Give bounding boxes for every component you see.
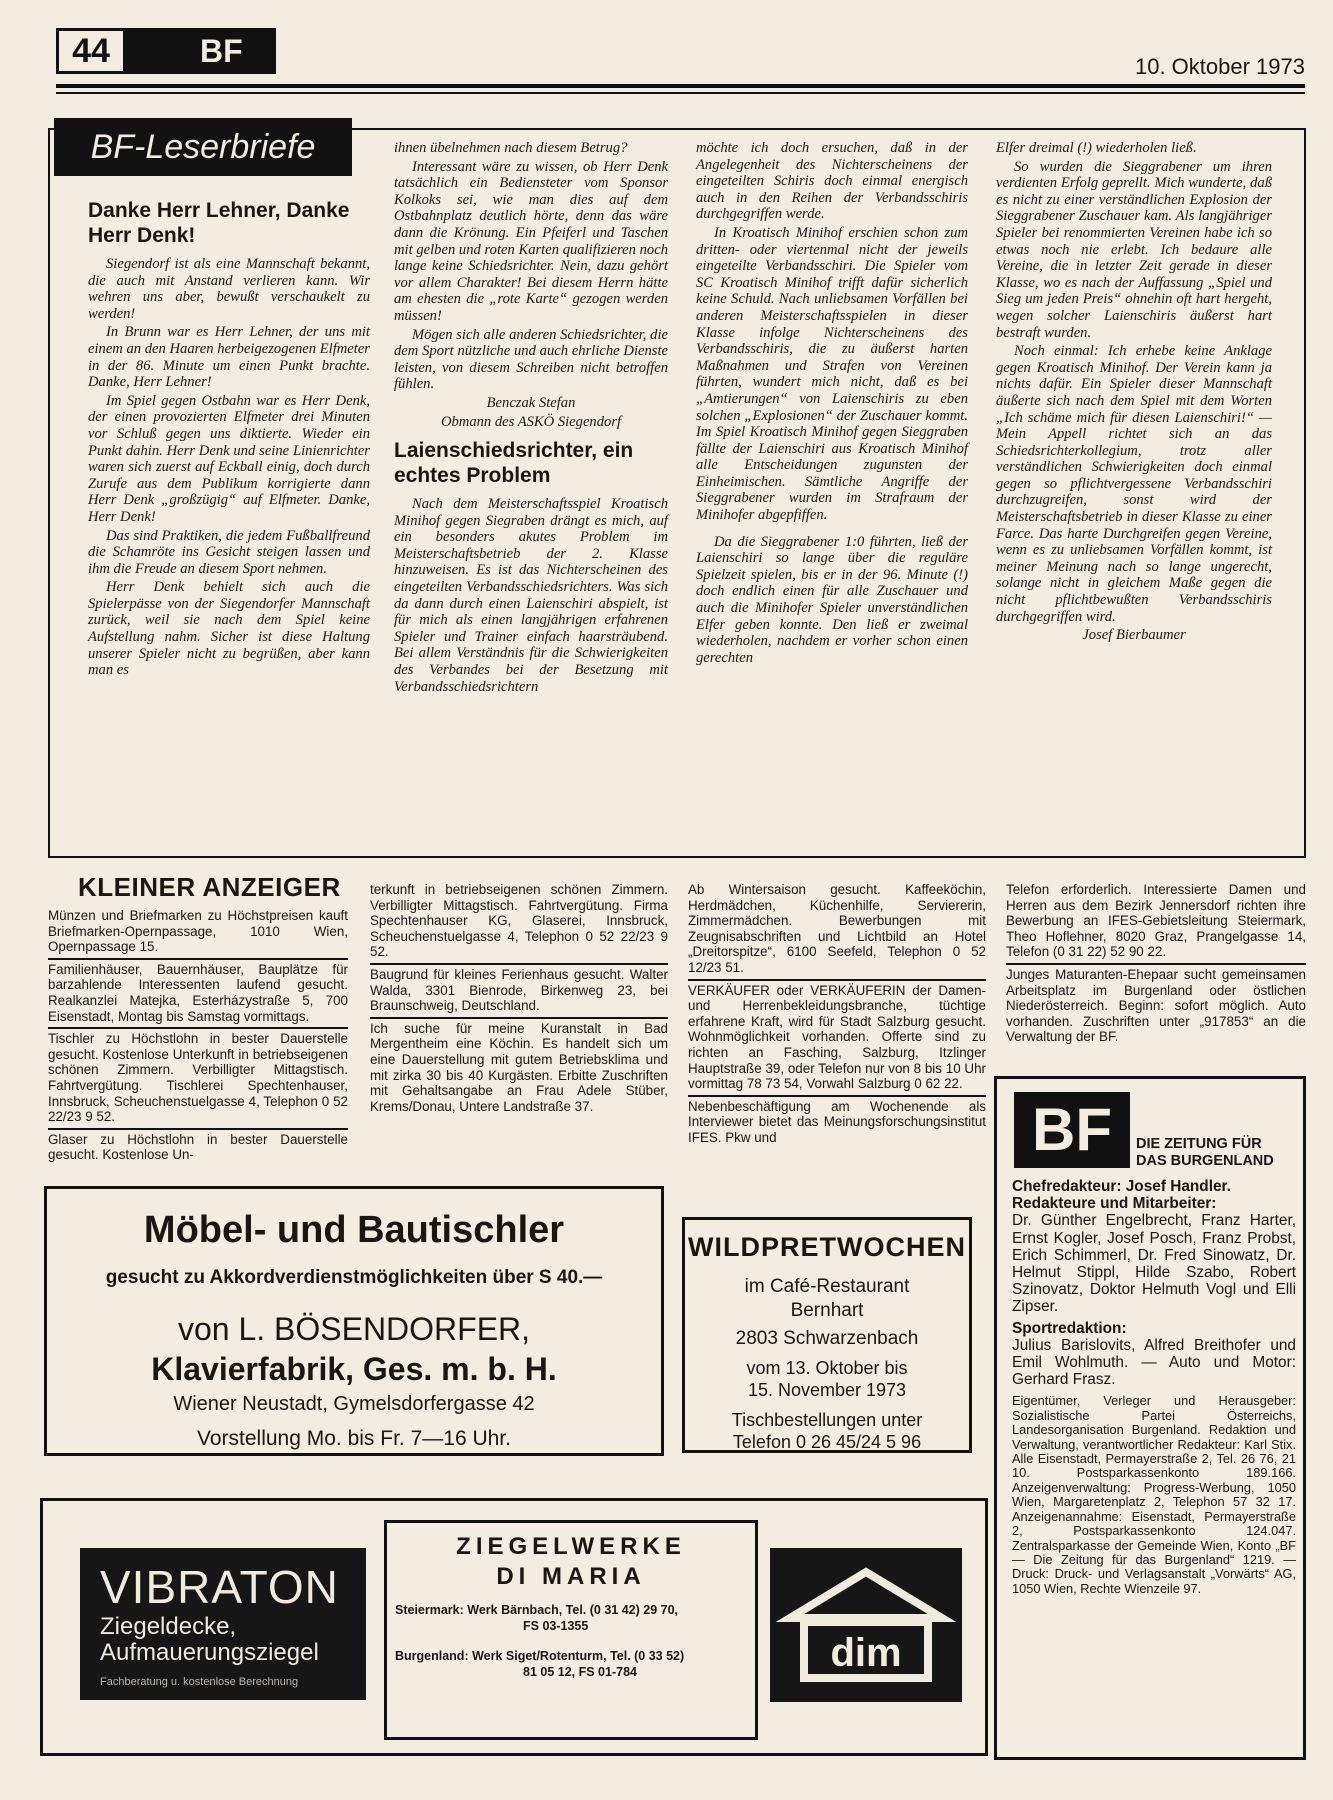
classified-ad: Familienhäuser, Bauernhäuser, Bauplätze für barzahlende Interessenten laufend gesucht. Realkanzlei Matejka, Esterházystraße 5, 700 Eisenstadt, Montag bis Samstag vormittags. <box>48 960 348 1029</box>
letter1-paragraph: Mögen sich alle anderen Schiedsrichter, die dem Sport nützliche und auch ehrliche Dienste leisten, von diesem Schreiben nicht betroffen fühlen. <box>394 326 668 393</box>
issue-date: 10. Oktober 1973 <box>1134 54 1305 79</box>
classifieds-column-1 <box>48 906 348 1166</box>
classified-ad: Münzen und Briefmarken zu Höchstpreisen kauft Briefmarken-Opernpassage, 1010 Wien, Opernpassage 15. <box>48 906 348 960</box>
letter1-paragraph: ihnen übelnehmen nach diesem Betrug? <box>394 140 628 156</box>
impressum-name-line: DAS BURGENLAND <box>1136 1153 1274 1169</box>
letter2-signature: Josef Bierbaumer <box>1082 627 1186 644</box>
letters-banner: BF-Leserbriefe <box>54 118 352 176</box>
ad-moebel-company: von L. BÖSENDORFER, <box>177 1311 531 1347</box>
classified-ad: Junges Maturanten-Ehepaar sucht gemeinsamen Arbeitsplatz im Burgenland oder östlichen Niederösterreich. Beginn: sofort möglich. Auto vorhanden. Zuschriften unter „917853“ an die Verwaltung der BF. <box>1006 966 1306 1045</box>
dim-logo-text: dim <box>830 1631 902 1675</box>
section-title: BF <box>200 33 243 69</box>
impressum-chef: Chefredakteur: Josef Handler. <box>1012 1178 1231 1195</box>
ad-wild-line: 2803 Schwarzenbach <box>735 1328 919 1349</box>
header-rule-thin <box>56 92 1305 94</box>
dim-house-icon <box>770 1548 962 1702</box>
impressum-sport: Julius Barislovits, Alfred Breithofer und Emil Wohlmuth. — Auto und Motor: Gerhard Frasz. <box>1012 1336 1296 1389</box>
letter2-paragraph: So wurden die Sieggrabener um ihren verdienten Erfolg geprellt. Mich wunderte, daß es nicht zu einer verständlichen Explosion der Sieggrabener Zuschauer kam. Als langjähriger Spieler bei renommierten Vereinen habe ich so etwas noch nie erlebt. Ich bedaure alle Vereine, die in letzter Zeit gerade in dieser Klasse, wo es nach der Auffassung „Spiel und Sieg um jeden Preis“ ohnehin oft hart hergeht, wegen solcher Laienschiris äußerst hart bestraft wurden. <box>996 158 1272 341</box>
ad-wild-phone: Telefon 0 26 45/24 5 96 <box>732 1432 922 1452</box>
vibraton-note: Fachberatung u. kostenlose Berechnung <box>100 1676 299 1688</box>
letter1-paragraph: In Brunn war es Herr Lehner, der uns mit einem an den Haaren herbeigezogenen Elfmeter in der 86. Minute um einen Punkt brachte. Danke, Herr Lehner! <box>88 324 370 391</box>
letter1-paragraph: Siegendorf ist als eine Mannschaft bekannt, die auch mit Anstand verlieren kann. Wir wehren uns aber, bewußt verschaukelt zu werden! <box>88 256 370 322</box>
classified-ad: Ich suche für meine Kuranstalt in Bad Mergentheim eine Köchin. Es handelt sich um eine Dauerstellung mit gutem Betriebsklima und mit zirka 30 bis 40 Kurgästen. Erbitte Zuschriften mit Gehaltsangabe an Frau Adele Stüber, Krems/Donau, Untere Landstraße 37. <box>370 1020 668 1114</box>
vibraton-logo: VIBRATON <box>100 1561 339 1613</box>
letter2-paragraph: Noch einmal: Ich erhebe keine Anklage gegen Kroatisch Minihof. Der Verein kann ja nichts dafür. Ein Spieler dieser Mannschaft äußerte sich nach dem Spiel mit dem Worten „Ich schäme mich für diesen Laienschiri!“ — Mein Appell richtet sich an das Schiedsrichterkollegium, trotz aller verständlichen Schwierigkeiten doch einmal gegen so pflichtvergessene Verbandsschiri durchzugreifen, sonst wird der Meisterschaftsbetrieb in dieser Klasse zu einer Farce. Das harte Durchgreifen gegen Vereine, wenn es zu unliebsamen Vorfällen kommt, ist meiner Meinung nach so lange ungerecht, solange nicht in gleichem Maße gegen die nicht pflichtbewußten Verbandsschiris durchgegriffen wird. <box>996 343 1272 625</box>
letter1-paragraph: Interessant wäre zu wissen, ob Herr Denk tatsächlich ein Bediensteter vom Sponsor Kolkoks sei, wie man dies auf dem Ostbahnplatz deutlich hörte, denn das wäre dann die Krönung. Ein Pfeiferl und Taschen mit gelben und roten Karten qualifizieren noch lange keine Schiedsrichter. Nein, dazu gehört vor allem Charakter! Bei diesem Herrn hätte am ehesten die „rote Karte“ gezogen werden müssen! <box>394 158 668 324</box>
classified-ad: Tischler zu Höchstlohn in bester Dauerstelle gesucht. Kostenlose Unterkunft in betriebseigenen schönen Zimmern. Verbilligter Mittagstisch. Fahrtvergütung. Tischlerei Spechtenhauser, Innsbruck, Scheuchenstuelgasse 4, Telephon 0 52 22/23 9 52. <box>48 1029 348 1130</box>
impressum-name <box>1136 1136 1274 1170</box>
ziegelwerke-address: Burgenland: Werk Siget/Rotenturm, Tel. (0 33 52) <box>395 1649 685 1663</box>
ad-moebel-headline: Möbel- und Bautischler <box>143 1209 565 1251</box>
letter2-paragraph: Nach dem Meisterschaftsspiel Kroatisch Minihof gegen Siegraben drängt es mich, auf ein besonders akutes Problem im Meisterschaftsbetrieb der 2. Klasse hinzuweisen. Es ist das Nichterscheinen des eingeteilten Verbandsschiedsrichters. Was sich da dann durch einen Laienschiri abspielt, ist für mich als einen langjährigen erfahrenen Spieler und Trainer einfach haarsträubend. Bei allem Verständnis für die Schwierigkeiten des Verbandes bei der Besetzung mit Verbandsschiedsrichtern <box>394 496 668 695</box>
classifieds-column-3 <box>688 880 986 1149</box>
impressum-body <box>1012 1178 1296 1596</box>
letter2-paragraph: Elfer dreimal (!) wiederholen ließ. <box>996 140 1197 156</box>
ziegelwerke-fs: 81 05 12, FS 01-784 <box>523 1665 637 1679</box>
ad-wild-line: Bernhart <box>790 1300 864 1321</box>
dim-logo <box>770 1548 962 1702</box>
vibraton-product: Ziegeldecke, <box>100 1613 237 1640</box>
ad-moebel-hours: Vorstellung Mo. bis Fr. 7—16 Uhr. <box>197 1427 511 1450</box>
letter1-headline: Danke Herr Lehner, Danke Herr Denk! <box>88 199 350 247</box>
letter2-paragraph: möchte ich doch ersuchen, daß in der Angelegenheit des Nichterscheinens der eingeteilten Schiris doch einmal energisch auch in den Reihen der Verbandsschiris durchgegriffen werde. <box>696 140 968 223</box>
classified-ad: VERKÄUFER oder VERKÄUFERIN der Damen- und Herrenbekleidungsbranche, tüchtige erfahrene Kraft, wird für Stadt Salzburg gesucht. Wohnmöglichkeit vorhanden. Offerte sind zu richten an Fasching, Salzburg, Itzlinger Hauptstraße 39, oder Telefon nur von 8 bis 10 Uhr vormittag 78 73 54, Vorwahl Salzburg 0 62 22. <box>688 981 986 1097</box>
page-number: 44 <box>56 28 126 74</box>
impressum-legal: Eigentümer, Verleger und Herausgeber: Sozialistische Partei Österreichs, Landesorganisation Burgenland. Redaktion und Verwaltung, verantwortlicher Redakteur: Karl Stix. Alle Eisenstadt, Permayerstraße 2, Tel. 26 76, 21 10. Postsparkassenkonto 189.166. Anzeigenverwaltung: Progress-Werbung, 1050 Wien, Margaretenplatz 2, Telephon 57 32 17. Anzeigenannahme: Eisenstadt, Permayerstraße 2, Postsparkassenkonto 124.047. Zentralsparkasse der Gemeinde Wien, Konto „BF — Die Zeitung für das Burgenland“ 1219. — Druck: Druck- und Verlagsanstalt „Vorwärts“ AG, 1050 Wien, Rechte Wienzeile 97. <box>1012 1393 1296 1596</box>
vibraton-product: Aufmauerungsziegel <box>100 1639 319 1666</box>
ad-wild-line: im Café-Restaurant <box>744 1276 910 1297</box>
ad-wild-line: vom 13. Oktober bis <box>746 1358 908 1378</box>
classifieds-column-2 <box>370 880 668 1117</box>
impressum-editors: Dr. Günther Engelbrecht, Franz Harter, Ernst Kogler, Josef Posch, Franz Probst, Erich Schimmerl, Dr. Fred Sinowatz, Dr. Helmut Stippl, Hilde Szabo, Robert Szinovatz, Doktor Helmuth Vogl und Elli Zipser. <box>1012 1212 1296 1316</box>
ad-moebel-bautischler <box>44 1186 664 1456</box>
ziegelwerke-subtitle: DI MARIA <box>496 1563 646 1590</box>
letter2-paragraph: In Kroatisch Minihof erschien schon zum dritten- oder viertenmal nicht der jeweils eingeteilte Verbandsschiri. Die Spieler vom SC Kroatisch Minihof trifft dafür sicherlich keine Schuld. Nach unliebsamen Vorfällen bei anderen Meisterschaftsspielen in dieser Klasse infolge Nichterscheinens des Verbandsschiris, die zu äußerst harten Maßnahmen und Strafen von Vereinen führten, wundert mich nicht, daß es bei „Amtierungen“ von Laienschiris zu eben solchen „Explosionen“ der Zuschauer kommt. Im Spiel Kroatisch Minihof gegen Sieggraben fällte der Laienschiri aus Kroatisch Minihof alle Entscheidungen zugunsten der Einheimischen. Sämtliche Angriffe der Sieggrabener wurden im Strafraum der Minihofer abgepfiffen. <box>696 224 968 524</box>
letter2-paragraph: Da die Sieggrabener 1:0 führten, ließ der Laienschiri so lange über die reguläre Spielzeit spielen, bis er in der 96. Minute (!) doch endlich einen für alle Zuschauer und auch die Minihofer Spieler unverständlichen Elfer geben konnte. Den ließ er zweimal wiederholen, nachdem er vorher schon einen gerechten <box>696 533 968 666</box>
ziegelwerke-address: Steiermark: Werk Bärnbach, Tel. (0 31 42) 29 70, <box>395 1603 679 1617</box>
letters-column-3 <box>696 140 968 668</box>
letters-column-4 <box>996 140 1272 646</box>
classifieds-title: KLEINER ANZEIGER <box>78 872 341 902</box>
ad-wildpretwochen <box>682 1217 972 1453</box>
classified-ad: Telefon erforderlich. Interessierte Damen und Herren aus dem Bezirk Jennersdorf richten ihre Bewerbung an IFES-Gebietsleitung Steiermark, Theo Hoflehner, 8020 Graz, Prangelgasse 14, Telefon (0 31 22) 52 90 22. <box>1006 880 1306 965</box>
ad-vibraton <box>80 1548 366 1700</box>
letter1-paragraph: Herr Denk behielt sich auch die Spielerpässe von der Siegendorfer Mannschaft zurück, weil sie nach dem Spiel keine Aufstellung nahm. Sicher ist diese Haltung unserer Spieler nicht zu begrüßen, aber kann man es <box>88 579 370 679</box>
letter1-signature: Benczak Stefan <box>486 394 576 411</box>
impressum-label: Sportredaktion: <box>1012 1319 1127 1337</box>
letter1-paragraph: Im Spiel gegen Ostbahn war es Herr Denk, der einen provozierten Elfmeter drei Minuten vor Schluß gegen uns diktierte. Wieder ein Punkt dahin. Herr Denk und seine Linienrichter waren sich zuerst auf Eckball einig, doch durch Zurufe aus dem Publikum korrigierte dann Herr Denk „großzügig“ auf Elfmeter. Danke, Herr Denk! <box>88 392 370 525</box>
impressum-name-line: DIE ZEITUNG FÜR <box>1136 1136 1262 1152</box>
header-rule <box>56 84 1305 88</box>
ad-moebel-subline: gesucht zu Akkordverdienstmöglichkeiten über S 40.— <box>105 1267 603 1288</box>
ad-moebel-address: Wiener Neustadt, Gymelsdorfergasse 42 <box>173 1393 535 1415</box>
classified-ad: terkunft in betriebseigenen schönen Zimmern. Verbilligter Mittagstisch. Fahrtvergütung. Firma Spechtenhauser KG, Glaserei, Innsbruck, Scheuchenstuelgasse 4, Telephon 0 52 22/23 9 52. <box>370 880 668 965</box>
ad-wild-line: 15. November 1973 <box>747 1380 907 1400</box>
ad-ziegelwerke <box>384 1520 758 1740</box>
classified-ad: Ab Wintersaison gesucht. Kaffeeköchin, Herdmädchen, Küchenhilfe, Serviererin, Zimmermädchen. Bewerbungen mit Zeugnisabschriften und Lichtbild an Hotel „Dreitorspitze“, 6100 Seefeld, Telephon 0 52 12/23 51. <box>688 880 986 981</box>
impressum-label: Redakteure und Mitarbeiter: <box>1012 1195 1217 1213</box>
classifieds-column-4 <box>1006 880 1306 1048</box>
classified-ad: Nebenbeschäftigung am Wochenende als Interviewer bietet das Meinungsforschungsinstitut IFES. Pkw und <box>688 1098 986 1145</box>
classified-ad: Glaser zu Höchstlohn in bester Dauerstelle gesucht. Kostenlose Un- <box>48 1131 348 1163</box>
ziegelwerke-title: ZIEGELWERKE <box>456 1533 686 1560</box>
letter1-signature-title: Obmann des ASKÖ Siegendorf <box>440 413 622 430</box>
impressum-logo: BF <box>1014 1092 1130 1168</box>
ad-moebel-company-type: Klavierfabrik, Ges. m. b. H. <box>151 1351 557 1387</box>
classified-ad: Baugrund für kleines Ferienhaus gesucht. Walter Walda, 3301 Bienrode, Birkenweg 23, bei Braunschweig, Deutschland. <box>370 965 668 1019</box>
ad-wild-line: Tischbestellungen unter <box>731 1410 923 1430</box>
letter2-headline: Laienschiedsrichter, ein echtes Problem <box>394 439 634 488</box>
ziegelwerke-fs: FS 03-1355 <box>523 1619 589 1633</box>
letters-column-2 <box>394 140 668 697</box>
letter1-paragraph: Das sind Praktiken, die jedem Fußballfreund die Schamröte ins Gesicht steigen lassen und ihm die Freude an diesem Sport nehmen. <box>88 527 370 577</box>
ad-wild-headline: WILDPRETWOCHEN <box>688 1232 966 1262</box>
letters-column-1 <box>88 198 370 681</box>
